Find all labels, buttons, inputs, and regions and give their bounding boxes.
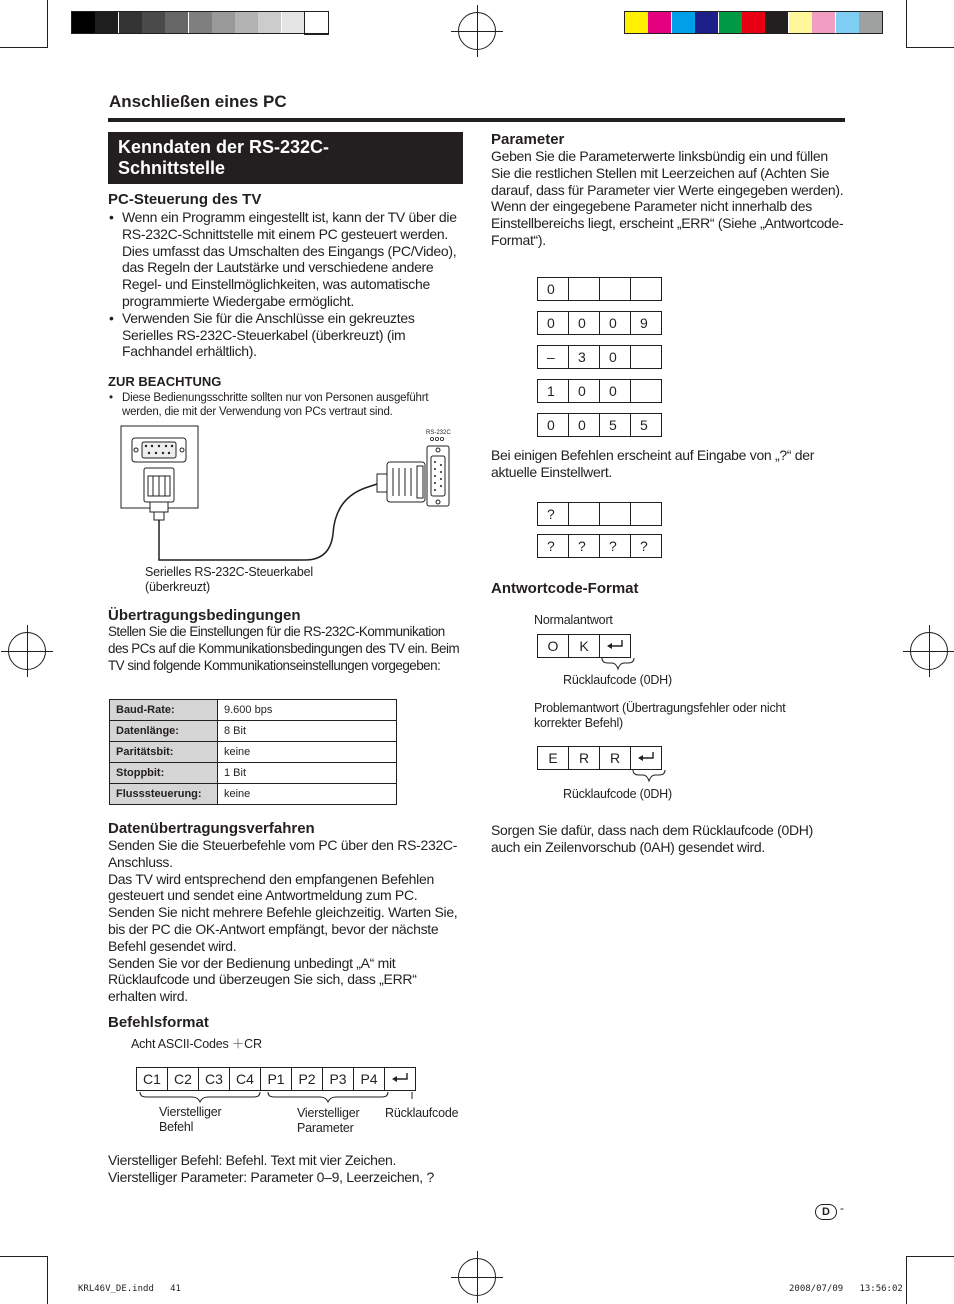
table-row (110, 742, 397, 763)
query-example-cell: ? (537, 502, 569, 526)
color-swatch (742, 12, 765, 34)
communication-settings-table (109, 699, 397, 805)
response-cell: R (599, 746, 631, 770)
parameter-example-cell: 3 (568, 345, 600, 369)
setting-value: 8 Bit (218, 721, 397, 742)
color-swatch (812, 12, 835, 34)
err-response-cells (537, 746, 662, 770)
return-key-icon (630, 746, 662, 770)
color-swatch (672, 12, 695, 34)
parameter-example-cell (630, 379, 662, 403)
title-line-2: Schnittstelle (118, 158, 226, 178)
gray-swatch (72, 12, 95, 34)
setting-value: keine (218, 742, 397, 763)
return-key-icon (384, 1067, 416, 1091)
parameter-example-cell: 0 (537, 413, 569, 437)
pc-cable-plug (144, 468, 174, 520)
registration-mark-top (458, 12, 496, 50)
table-row (110, 784, 397, 805)
setting-value: keine (218, 784, 397, 805)
gray-swatch (282, 12, 305, 34)
label-four-digit-command (159, 1105, 221, 1135)
parameter-cell: P1 (260, 1067, 292, 1091)
color-swatch (859, 12, 882, 34)
err-return-code-label: Rücklaufcode (0DH) (563, 787, 672, 801)
query-example-cell (599, 502, 631, 526)
parameter-heading: Parameter (491, 131, 565, 148)
tv-port-label: RS-232C (426, 430, 451, 436)
befehlsformat-footer (108, 1152, 468, 1186)
response-cell: R (568, 746, 600, 770)
file-info: KRL46V_DE.indd 41 (78, 1284, 181, 1294)
pc-steuerung-bullets (108, 209, 464, 360)
uebertragung-heading: Übertragungsbedingungen (108, 607, 301, 624)
parameter-cell: P4 (353, 1067, 385, 1091)
label-four-digit-parameter-line-1: Vierstelliger (297, 1106, 360, 1120)
return-key-icon (599, 634, 631, 658)
response-cell: O (537, 634, 569, 658)
pc-steuerung-bullet-2: • Verwenden Sie für die Anschlüsse ein gekreuztes Serielles RS-232C-Steuerkabel (überkreuzt) (im Fachhandel erhältlich). (122, 310, 464, 360)
connection-diagram (115, 424, 465, 572)
command-cell: C1 (136, 1067, 168, 1091)
query-example-cell: ? (568, 534, 600, 558)
parameter-example-cell: 1 (537, 379, 569, 403)
page-marker-letter: D (822, 1206, 830, 1218)
parameter-example-cell: – (537, 345, 569, 369)
problem-response-label-line-2: korrekter Befehl) (534, 716, 623, 730)
command-cell: C4 (229, 1067, 261, 1091)
normal-response-label: Normalantwort (534, 613, 613, 627)
parameter-example-cell: 5 (599, 413, 631, 437)
antwort-heading: Antwortcode-Format (491, 580, 639, 597)
title-line-1: Kenndaten der RS-232C- (118, 137, 330, 157)
registration-mark-right (910, 632, 948, 670)
title-box (108, 132, 463, 184)
parameter-example-cell: 9 (630, 311, 662, 335)
parameter-example-cell: 0 (568, 379, 600, 403)
setting-key: Paritätsbit: (110, 742, 218, 763)
cable-caption-line-1: Serielles RS-232C-Steuerkabel (145, 565, 313, 579)
section-header: Anschließen eines PC (109, 92, 287, 111)
setting-key: Baud-Rate: (110, 700, 218, 721)
err-return-bracket (629, 769, 669, 783)
antwort-closing: Sorgen Sie dafür, dass nach dem Rücklaufcode (0DH) auch ein Zeilenvorschub (0AH) gesendet wird. (491, 822, 813, 855)
pc-steuerung-heading: PC-Steuerung des TV (108, 191, 262, 208)
ok-response-cells (537, 634, 631, 658)
command-cell: C2 (167, 1067, 199, 1091)
query-example-row (537, 534, 662, 558)
label-four-digit-parameter-line-2: Parameter (297, 1121, 354, 1135)
parameter-example-cell: 0 (599, 311, 631, 335)
query-example-cell: ? (599, 534, 631, 558)
datenuebertragung-heading: Datenübertragungsverfahren (108, 820, 315, 837)
befehlsformat-subtitle: Acht ASCII-Codes ＋CR (131, 1037, 262, 1051)
tv-port-icon (430, 437, 443, 440)
parameter-example-cell: 0 (568, 413, 600, 437)
query-example-cell (568, 502, 600, 526)
ok-return-bracket (598, 657, 638, 671)
label-four-digit-command-line-2: Befehl (159, 1120, 194, 1134)
problem-response-label-line-1: Problemantwort (Übertragungsfehler oder nicht (534, 701, 786, 715)
datenuebertragung-p3: Senden Sie vor der Bedienung unbedingt „A“ mit Rücklaufcode und überzeugen Sie sich, dass „ERR“ erhalten wird. (108, 954, 417, 1005)
color-swatch (789, 12, 812, 34)
tv-cable-plug (377, 462, 425, 502)
datenuebertragung-p2: Das TV wird entsprechend den empfangenen Befehlen gesteuert und sendet eine Antwortmeldung zum PC. Senden Sie nicht mehrere Befehle gleichzeitig. Warten Sie, bis der PC die OK-Antwort empfängt, bevor der nächste Befehl gesendet wird. (108, 870, 458, 954)
parameter-cell: P3 (322, 1067, 354, 1091)
note-bullets (108, 391, 464, 419)
parameter-example-cell: 0 (599, 345, 631, 369)
label-four-digit-parameter (297, 1106, 359, 1136)
parameter-example-cell (630, 277, 662, 301)
parameter-example-cell (568, 277, 600, 301)
note-section (108, 374, 464, 419)
table-row (110, 700, 397, 721)
pc-steuerung-section (108, 191, 464, 360)
gray-swatch (212, 12, 235, 34)
problem-response-label (534, 701, 786, 731)
parameter-example-row (537, 277, 662, 301)
parameter-section (491, 131, 845, 249)
setting-key: Datenlänge: (110, 721, 218, 742)
ok-return-code-label: Rücklaufcode (0DH) (563, 673, 672, 687)
color-swatch (765, 12, 788, 34)
header-rule (108, 118, 845, 122)
note-bullet: • Diese Bedienungsschritte sollten nur von Personen ausgeführt werden, die mit der Verwendung von PCs vertraut sind. (122, 391, 464, 419)
datenuebertragung-section (108, 820, 464, 1005)
setting-key: Flusssteuerung: (110, 784, 218, 805)
gray-swatch (258, 12, 281, 34)
color-swatch (695, 12, 718, 34)
befehlsformat-footer-line-2: Vierstelliger Parameter: Parameter 0–9, Leerzeichen, ? (108, 1168, 434, 1185)
uebertragung-text: Stellen Sie die Einstellungen für die RS-232C-Kommunikation des PCs auf die Kommunikationsbedingungen des TV ein. Beim TV sind folgende Kommunikationseinstellungen vorgegeben: (108, 624, 460, 673)
gray-swatch (142, 12, 165, 34)
gray-swatch (119, 12, 142, 34)
parameter-example-cell: 0 (599, 379, 631, 403)
pc-steuerung-bullet-1: • Wenn ein Programm eingestellt ist, kann der TV über die RS-232C-Schnittstelle mit einem PC gesteuert werden. Dies umfasst das Umschalten des Eingangs (PC/Video), das Regeln der Lautstärke und verschiedene andere Regel- und Einstellmöglichkeiten, was automatische programmierte Wiedergabe ermöglicht. (122, 209, 464, 310)
gray-swatch (165, 12, 188, 34)
uebertragung-section (108, 607, 466, 674)
setting-value: 1 Bit (218, 763, 397, 784)
response-cell: K (568, 634, 600, 658)
query-example-cell (630, 502, 662, 526)
befehlsformat-footer-line-1: Vierstelliger Befehl: Befehl. Text mit vier Zeichen. (108, 1152, 397, 1168)
color-swatch (648, 12, 671, 34)
command-cell: C3 (198, 1067, 230, 1091)
gray-swatch (235, 12, 258, 34)
table-row (110, 721, 397, 742)
parameter-example-cell: 5 (630, 413, 662, 437)
command-format-cells (136, 1067, 416, 1091)
table-row (110, 763, 397, 784)
label-four-digit-command-line-1: Vierstelliger (159, 1105, 222, 1119)
timestamp: 2008/07/09 13:56:02 (789, 1284, 903, 1294)
cable-caption-line-2: (überkreuzt) (145, 580, 210, 594)
parameter-p1: Geben Sie die Parameterwerte linksbündig ein und füllen Sie die restlichen Stellen mit Leerzeichen auf (Achten Sie darauf, dass für Parameter vier Werte eingegeben werden). (491, 148, 844, 198)
page-dash: - (840, 1201, 844, 1215)
query-example-cell: ? (537, 534, 569, 558)
query-example-row (537, 502, 662, 526)
response-cell: E (537, 746, 569, 770)
gray-swatch (189, 12, 212, 34)
parameter-example-row (537, 311, 662, 335)
color-swatch (625, 12, 648, 34)
registration-mark-bottom (458, 1258, 496, 1296)
gray-swatch (305, 12, 328, 34)
parameter-example-cell (630, 345, 662, 369)
color-swatch (836, 12, 859, 34)
setting-key: Stoppbit: (110, 763, 218, 784)
parameter-example-cell: 0 (537, 277, 569, 301)
parameter-example-cell: 0 (568, 311, 600, 335)
parameter-example-cell (599, 277, 631, 301)
parameter-example-row (537, 379, 662, 403)
cable-caption (145, 565, 313, 595)
gray-swatch (95, 12, 118, 34)
tv-serial-port (427, 446, 449, 506)
parameter-example-row (537, 345, 662, 369)
registration-mark-left (8, 632, 46, 670)
parameter-example-row (537, 413, 662, 437)
page-marker (815, 1204, 837, 1220)
query-text: Bei einigen Befehlen erscheint auf Eingabe von „?“ der aktuelle Einstellwert. (491, 447, 815, 480)
color-swatch (719, 12, 742, 34)
query-example-cell: ? (630, 534, 662, 558)
setting-value: 9.600 bps (218, 700, 397, 721)
note-heading: ZUR BEACHTUNG (108, 374, 222, 389)
label-return-code: Rücklaufcode (385, 1106, 459, 1120)
befehlsformat-heading: Befehlsformat (108, 1014, 209, 1031)
datenuebertragung-p1: Senden Sie die Steuerbefehle vom PC über den RS-232C-Anschluss. (108, 837, 458, 870)
parameter-example-cell: 0 (537, 311, 569, 335)
parameter-cell: P2 (291, 1067, 323, 1091)
parameter-p2: Wenn der eingegebene Parameter nicht innerhalb des Einstellbereichs liegt, erscheint „ERR“ (Siehe „Antwortcode-Format“). (491, 198, 844, 248)
